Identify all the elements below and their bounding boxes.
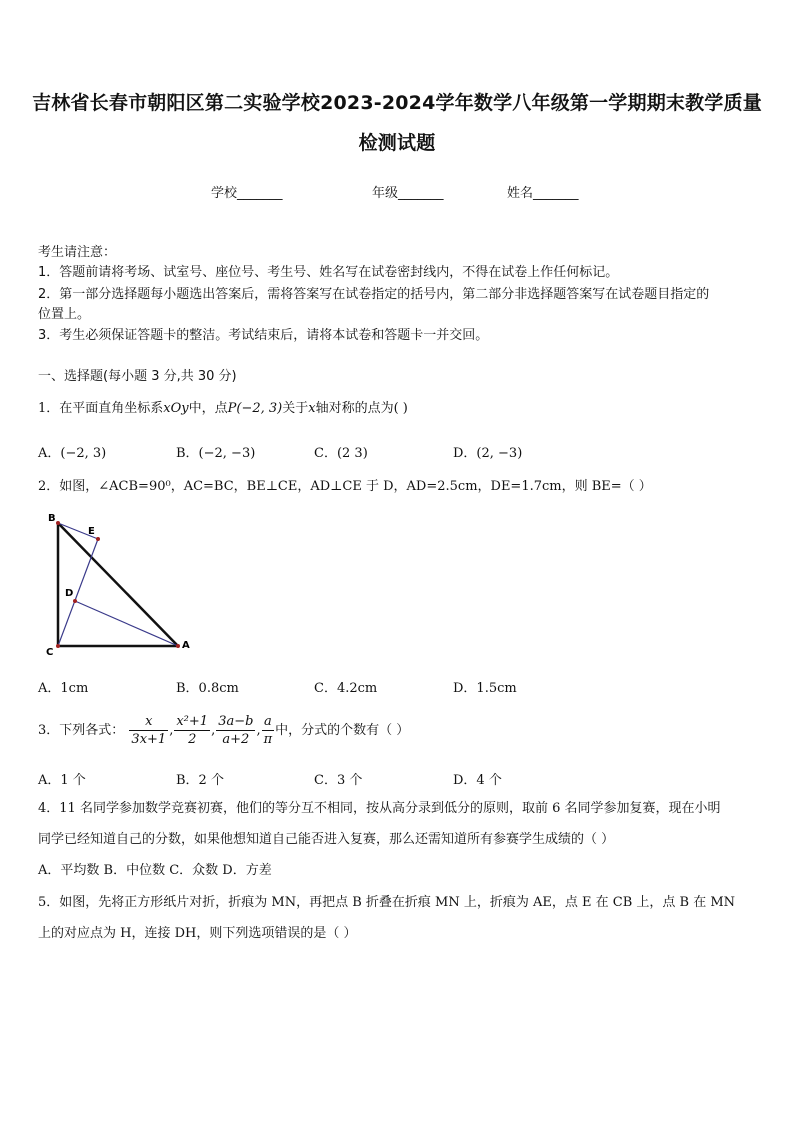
question-2: 2．如图，∠ACB=90⁰，AC=BC，BE⊥CE，AD⊥CE 于 D，AD=2.5cm，DE=1.7cm，则 BE=（ ） <box>38 479 652 494</box>
q2-option-a[interactable]: A．1cm <box>38 681 89 696</box>
q3-fraction-3: $\frac{3a-b}{a+2}$ <box>218 714 254 747</box>
q1-option-c[interactable]: C．(2 3) <box>314 446 368 461</box>
label-e: E <box>88 526 95 537</box>
q3-option-b[interactable]: B．2 个 <box>176 773 224 788</box>
line-ad <box>75 601 178 646</box>
q1-option-d[interactable]: D．(2, −3) <box>453 446 523 461</box>
q1-option-b[interactable]: B．(−2, −3) <box>176 446 256 461</box>
name-field[interactable]: 姓名_______ <box>507 186 579 201</box>
q3-post: 中，分式的个数有（ ） <box>275 723 410 738</box>
notice-item-2-cont: 位置上。 <box>38 307 91 322</box>
question-4-line-2: 同学已经知道自己的分数，如果他想知道自己能否进入复赛，那么还需知道所有参赛学生成绩的（ ） <box>38 832 615 847</box>
q1-pre: 1．在平面直角坐标系 <box>38 401 164 416</box>
title-line-2: 检测试题 <box>358 132 436 154</box>
q1-coordinate-system: xOy <box>163 401 189 416</box>
section-title: 一、选择题(每小题 3 分,共 30 分) <box>38 369 237 384</box>
question-5-line-1: 5．如图，先将正方形纸片对折，折痕为 MN，再把点 B 折叠在折痕 MN 上，折痕为 AE，点 E 在 CB 上，点 B 在 MN <box>38 895 736 910</box>
line-ce <box>58 539 98 646</box>
grade-field[interactable]: 年级_______ <box>372 186 444 201</box>
q1-end: 轴对称的点为( ) <box>315 401 408 416</box>
q3-fraction-2: $\frac{\text{x²+1}}{2}$ <box>176 714 209 747</box>
triangle-figure <box>40 508 200 660</box>
point-c <box>56 644 60 648</box>
notice-item-1: 1．答题前请将考场、试室号、座位号、考生号、姓名写在试卷密封线内，不得在试卷上作任何标记。 <box>38 265 619 280</box>
q3-option-a[interactable]: A．1 个 <box>38 773 86 788</box>
q2-option-d[interactable]: D．1.5cm <box>453 681 517 696</box>
point-a <box>176 644 180 648</box>
notice-item-3: 3．考生必须保证答题卡的整洁。考试结束后，请将本试卷和答题卡一并交回。 <box>38 328 489 343</box>
q3-fraction-1: $\frac{x}{3x+1}$ <box>131 714 167 747</box>
point-b <box>56 521 60 525</box>
label-d: D <box>65 588 74 599</box>
label-b: B <box>48 513 56 524</box>
q3-pre: 3．下列各式： <box>38 723 125 738</box>
point-d <box>73 599 77 603</box>
label-a: A <box>182 640 190 651</box>
notice-heading: 考生请注意： <box>38 245 117 260</box>
label-c: C <box>46 647 54 658</box>
question-5-line-2: 上的对应点为 H，连接 DH，则下列选项错误的是（ ） <box>38 926 357 941</box>
q4-options[interactable]: A．平均数 B．中位数 C．众数 D．方差 <box>38 863 272 878</box>
school-field[interactable]: 学校_______ <box>211 186 283 201</box>
q3-fraction-4: $\frac{a}{\pi}$ <box>263 714 273 747</box>
q3-option-d[interactable]: D．4 个 <box>453 773 502 788</box>
q3-option-c[interactable]: C．3 个 <box>314 773 363 788</box>
q1-mid: 中，点 <box>188 401 228 416</box>
q2-option-b[interactable]: B．0.8cm <box>176 681 239 696</box>
title-line-1: 吉林省长春市朝阳区第二实验学校2023-2024学年数学八年级第一学期期末教学质量 <box>32 92 762 114</box>
side-ba <box>58 523 178 646</box>
q1-axis: x <box>308 401 316 416</box>
point-e <box>96 537 100 541</box>
q1-point: P(−2, 3) <box>227 401 283 416</box>
q1-option-a[interactable]: A．(−2, 3) <box>38 446 107 461</box>
question-3: 3．下列各式： $\frac{x}{3x+1}$ , $\frac{\text{x²+1}}{2}$ , $\frac{3a-b}{a+2}$ , $\frac{a}{\pi}$ 中，分式的个数有（ ） <box>38 714 410 747</box>
notice-item-2: 2．第一部分选择题每小题选出答案后，需将答案写在试卷指定的括号内，第二部分非选择题答案写在试卷题目指定的 <box>38 287 710 302</box>
question-4-line-1: 4．11 名同学参加数学竞赛初赛，他们的等分互不相同，按从高分录到低分的原则，取前 6 名同学参加复赛，现在小明 <box>38 801 721 816</box>
question-1 <box>38 400 408 418</box>
q1-post: 关于 <box>282 401 309 416</box>
q2-option-c[interactable]: C．4.2cm <box>314 681 378 696</box>
